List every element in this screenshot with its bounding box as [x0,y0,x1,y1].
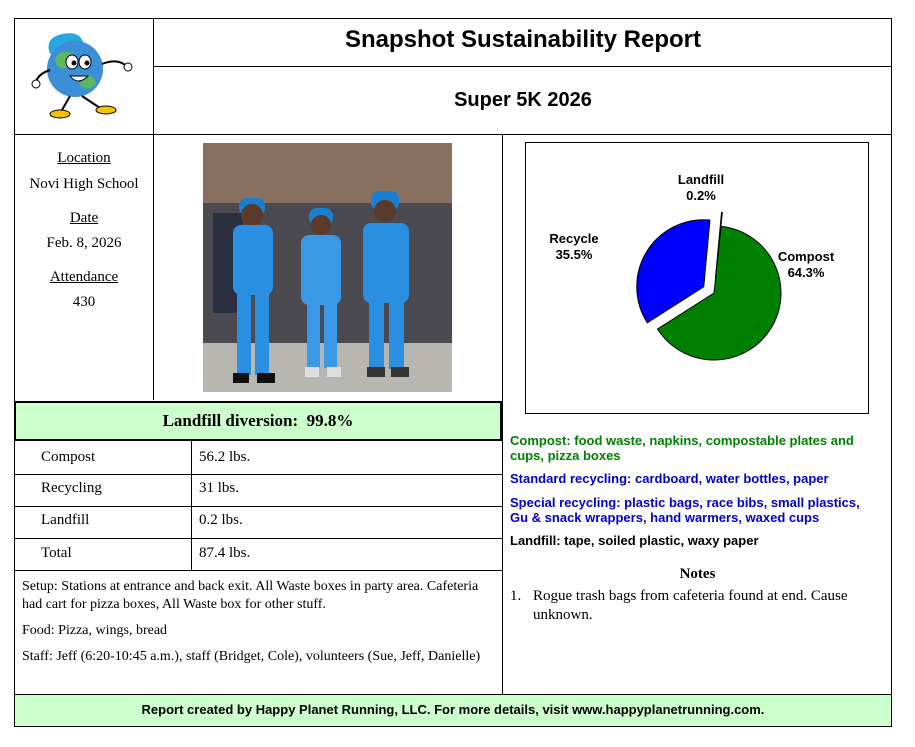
table-row-recycling-category: Recycling [41,480,102,496]
setup-notes [22,578,496,666]
divider [14,506,502,507]
landfill-description: Landfill: tape, soiled plastic, waxy paper [510,533,759,548]
pie-label-compost: Compost [777,249,835,264]
table-row-total-category: Total [41,545,72,561]
date-value: Feb. 8, 2026 [46,235,122,251]
pie-value-recycle: 35.5% [555,247,593,262]
table-row-recycling-amount: 31 lbs. [199,480,240,496]
table-row-compost-category: Compost [41,449,96,465]
event-photo [203,143,452,392]
pie-chart-frame [525,142,869,414]
note-text: Rogue trash bags from cafeteria found at end. Cause unknown. [533,588,848,623]
event-name: Super 5K 2026 [454,89,592,111]
list-number: 1. [510,588,522,604]
runners-in-costume-photo [203,143,452,392]
setup-text: Setup: Stations at entrance and back exit. All Waste boxes in party area. Cafeteria had cart for pizza boxes, All Waste box for other stuff. [22,579,479,612]
diversion-banner [14,401,502,441]
divider [14,134,892,135]
food-text: Food: Pizza, wings, bread [22,623,168,638]
diversion-value: 99.8% [306,411,354,430]
pie-value-landfill: 0.2% [686,188,716,203]
special-recycling-description: Special recycling: plastic bags, race bibs, small plastics, Gu & snack wrappers, hand warmers, waxed cups [510,495,860,525]
waste-pie-chart [526,143,867,412]
event-info [15,150,153,311]
divider [14,538,502,539]
divider [153,66,892,67]
divider [14,474,502,475]
location-value: Novi High School [29,176,139,192]
attendance-value: 430 [72,294,96,310]
table-row-landfill-category: Landfill [41,512,90,528]
notes-list [510,587,875,625]
logo [30,24,140,124]
attendance-label: Attendance [49,269,119,285]
standard-recycling-description: Standard recycling: cardboard, water bottles, paper [510,471,829,486]
notes-heading: Notes [679,566,716,582]
pie-label-landfill: Landfill [677,172,725,187]
location-label: Location [57,150,111,166]
table-row-total-amount: 87.4 lbs. [199,545,251,561]
divider [502,134,503,694]
pie-value-compost: 64.3% [787,265,825,280]
diversion-label: Landfill diversion: [162,411,299,430]
divider [153,134,154,400]
page-title: Snapshot Sustainability Report [344,26,702,53]
footer [15,695,891,726]
compost-description: Compost: food waste, napkins, compostable plates and cups, pizza boxes [510,433,854,463]
divider [14,570,502,571]
footer-text: Report created by Happy Planet Running, LLC. For more details, visit www.happyplanetrunning.com. [141,702,765,717]
earth-runner-mascot-icon [30,24,140,124]
table-row-landfill-amount: 0.2 lbs. [199,512,243,528]
staff-text: Staff: Jeff (6:20-10:45 a.m.), staff (Bridget, Cole), volunteers (Sue, Jeff, Danielle) [22,649,481,664]
list-item [510,587,875,625]
date-label: Date [69,210,99,226]
table-row-compost-amount: 56.2 lbs. [199,449,251,465]
pie-label-recycle: Recycle [549,231,599,246]
